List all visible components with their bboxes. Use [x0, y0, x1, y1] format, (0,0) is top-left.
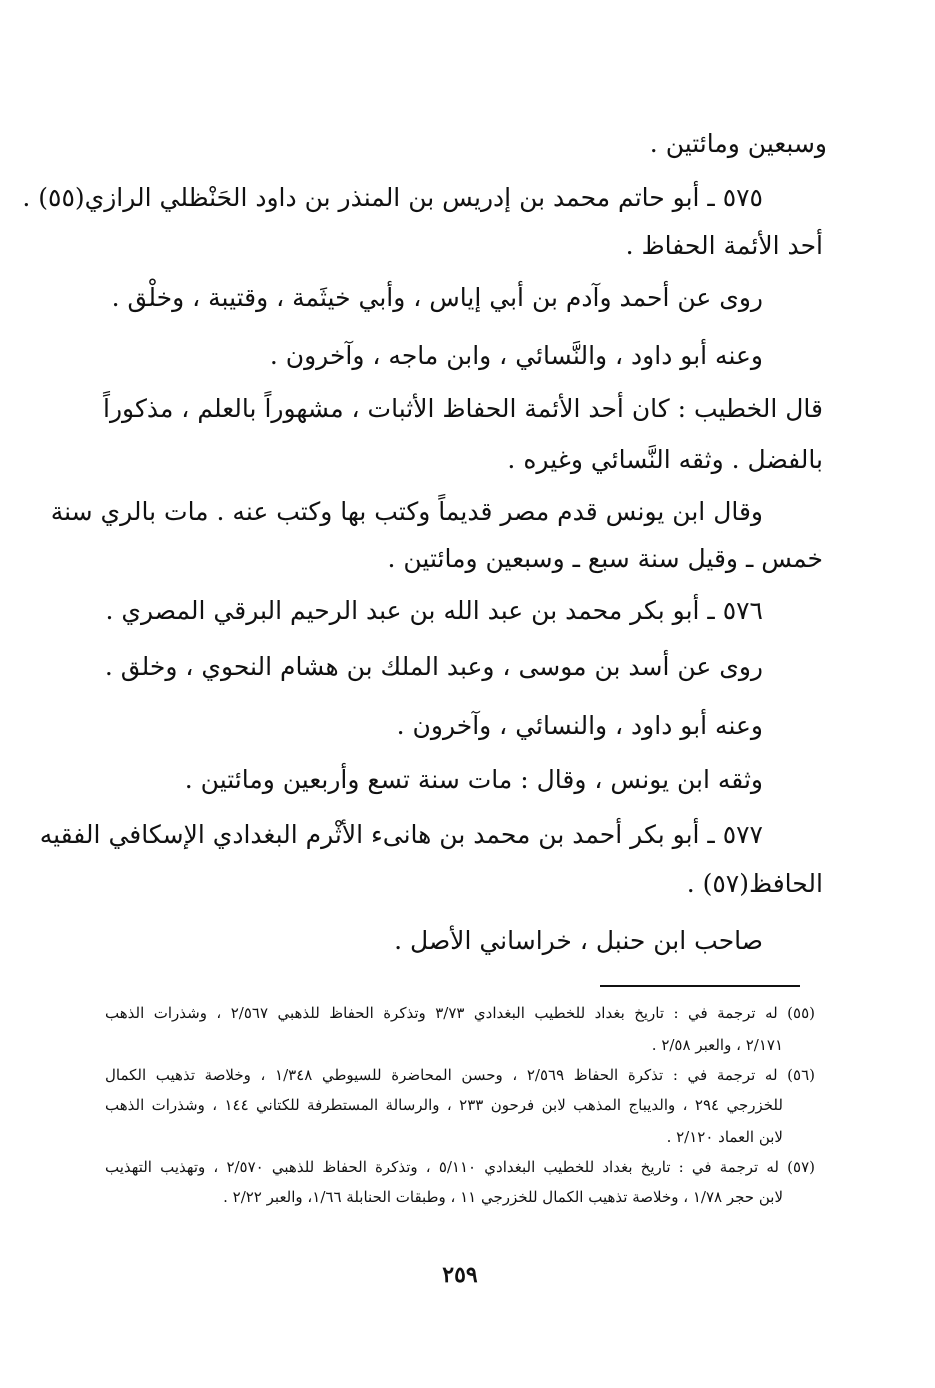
footnote-separator	[600, 985, 800, 987]
body-line: وقال ابن يونس قدم مصر قديماً وكتب بها وكتب عنه . مات بالري سنة	[50, 497, 763, 526]
footnote-56-line: لابن العماد ٢/١٢٠ .	[666, 1128, 783, 1146]
body-line: روى عن أسد بن موسى ، وعبد الملك بن هشام النحوي ، وخلق .	[104, 652, 763, 681]
footnote-57-line: لابن حجر ١/٧٨ ، وخلاصة تذهيب الكمال للخزرجي ١١ ، وطبقات الحنابلة ١/٦٦، والعبر ٢/٢٢ .	[223, 1188, 783, 1206]
footnote-55-line: ٢/١٧١ ، والعبر ٢/٥٨ .	[651, 1036, 783, 1054]
entry-576-heading: ٥٧٦ ـ أبو بكر محمد بن عبد الله بن عبد الرحيم البرقي المصري .	[105, 596, 763, 625]
body-line: وعنه أبو داود ، والنَّسائي ، وابن ماجه ، وآخرون .	[269, 341, 763, 370]
body-line: وسبعين ومائتين .	[649, 129, 827, 158]
entry-575-heading: ٥٧٥ ـ أبو حاتم محمد بن إدريس بن المنذر بن داود الحَنْظلي الرازي(٥٥) .	[22, 183, 763, 212]
footnote-56-line: (٥٦) له ترجمة في : تذكرة الحفاظ ٢/٥٦٩ ، وحسن المحاضرة للسيوطي ١/٣٤٨ ، وخلاصة تذهيب الكمال	[105, 1066, 815, 1084]
body-line: وعنه أبو داود ، والنسائي ، وآخرون .	[396, 711, 763, 740]
body-line: أحد الأئمة الحفاظ .	[625, 231, 823, 260]
body-line: وثقه ابن يونس ، وقال : مات سنة تسع وأربعين ومائتين .	[184, 765, 763, 794]
body-line: بالفضل . وثقه النَّسائي وغيره .	[507, 445, 823, 474]
entry-577-heading: ٥٧٧ ـ أبو بكر أحمد بن محمد بن هانىء الأثْرم البغدادي الإسكافي الفقيه	[39, 820, 763, 849]
body-line: روى عن أحمد وآدم بن أبي إياس ، وأبي خيثَمة ، وقتيبة ، وخلْق .	[111, 283, 763, 312]
body-line: صاحب ابن حنبل ، خراساني الأصل .	[394, 926, 763, 955]
body-line: الحافظ(٥٧) .	[686, 869, 823, 898]
body-line: خمس ـ وقيل سنة سبع ـ وسبعين ومائتين .	[387, 544, 823, 573]
footnote-55-line: (٥٥) له ترجمة في : تاريخ بغداد للخطيب البغدادي ٣/٧٣ وتذكرة الحفاظ للذهبي ٢/٥٦٧ ، وشذرات الذهب	[105, 1004, 815, 1022]
body-line: قال الخطيب : كان أحد الأئمة الحفاظ الأثبات ، مشهوراً بالعلم ، مذكوراً	[103, 394, 823, 423]
footnote-57-line: (٥٧) له ترجمة في : تاريخ بغداد للخطيب البغدادي ٥/١١٠ ، وتذكرة الحفاظ للذهبي ٢/٥٧٠ ، وتهذيب التهذيب	[105, 1158, 815, 1176]
footnote-56-line: للخزرجي ٢٩٤ ، والديباج المذهب لابن فرحون ٢٣٣ ، والرسالة المستطرفة للكتاني ١٤٤ ، وشذرات الذهب	[105, 1096, 783, 1114]
page-number: ٢٥٩	[442, 1262, 478, 1288]
